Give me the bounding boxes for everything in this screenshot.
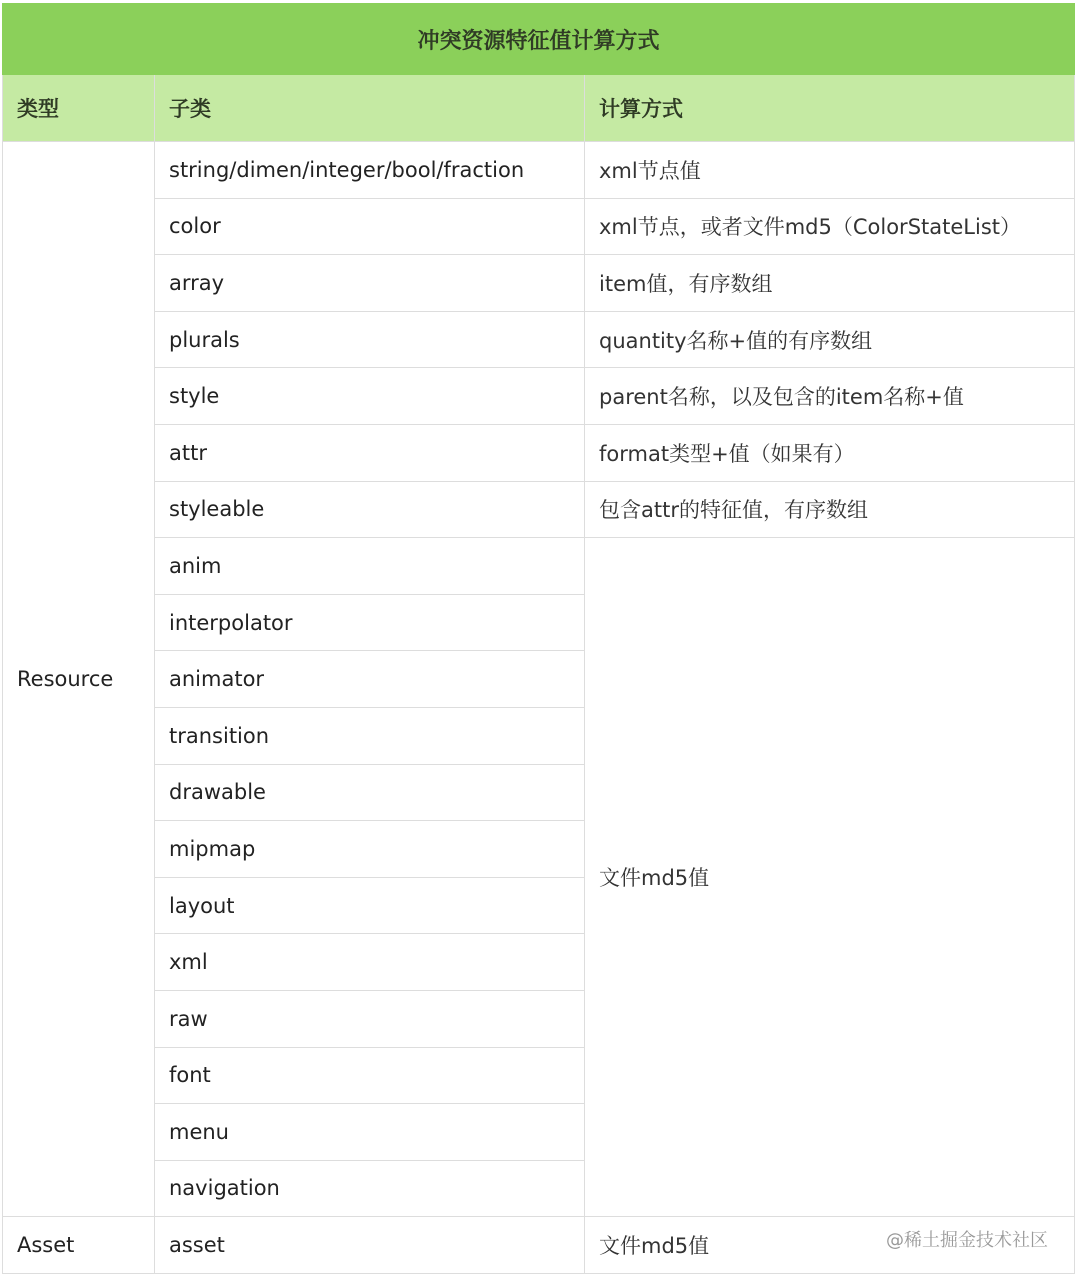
subtype-cell: styleable (155, 481, 585, 538)
subtype-cell: menu (155, 1104, 585, 1161)
subtype-cell: asset (155, 1217, 585, 1274)
subtype-cell: mipmap (155, 821, 585, 878)
method-cell: format类型+值（如果有） (585, 424, 1075, 481)
method-cell: 文件md5值 (585, 1217, 1075, 1274)
method-cell: item值，有序数组 (585, 255, 1075, 312)
table-row (3, 311, 1075, 368)
header-type: 类型 (3, 75, 155, 142)
method-cell: xml节点值 (585, 142, 1075, 199)
method-cell: quantity名称+值的有序数组 (585, 311, 1075, 368)
method-cell: parent名称，以及包含的item名称+值 (585, 368, 1075, 425)
subtype-cell: animator (155, 651, 585, 708)
subtype-cell: array (155, 255, 585, 312)
resource-table (2, 3, 1075, 1274)
type-cell-resource: Resource (3, 142, 155, 1217)
subtype-cell: layout (155, 877, 585, 934)
method-cell: xml节点，或者文件md5（ColorStateList） (585, 198, 1075, 255)
subtype-cell: interpolator (155, 594, 585, 651)
header-subtype: 子类 (155, 75, 585, 142)
subtype-cell: navigation (155, 1160, 585, 1217)
subtype-cell: transition (155, 707, 585, 764)
subtype-cell: xml (155, 934, 585, 991)
resource-table-container (2, 3, 1074, 1274)
type-cell-asset: Asset (3, 1217, 155, 1274)
subtype-cell: raw (155, 990, 585, 1047)
method-cell: 包含attr的特征值，有序数组 (585, 481, 1075, 538)
subtype-cell: color (155, 198, 585, 255)
subtype-cell: anim (155, 538, 585, 595)
table-title-row (3, 4, 1075, 75)
table-row (3, 368, 1075, 425)
table-row (3, 255, 1075, 312)
table-row (3, 198, 1075, 255)
subtype-cell: attr (155, 424, 585, 481)
subtype-cell: string/dimen/integer/bool/fraction (155, 142, 585, 199)
subtype-cell: plurals (155, 311, 585, 368)
watermark: @稀土掘金技术社区 (886, 1230, 1048, 1251)
subtype-cell: style (155, 368, 585, 425)
table-row (3, 538, 1075, 595)
subtype-cell: drawable (155, 764, 585, 821)
table-title: 冲突资源特征值计算方式 (3, 4, 1075, 75)
method-cell-file-md5: 文件md5值 (585, 538, 1075, 1217)
table-header-row (3, 75, 1075, 142)
header-method: 计算方式 (585, 75, 1075, 142)
table-row (3, 481, 1075, 538)
table-row (3, 424, 1075, 481)
subtype-cell: font (155, 1047, 585, 1104)
table-row (3, 142, 1075, 199)
